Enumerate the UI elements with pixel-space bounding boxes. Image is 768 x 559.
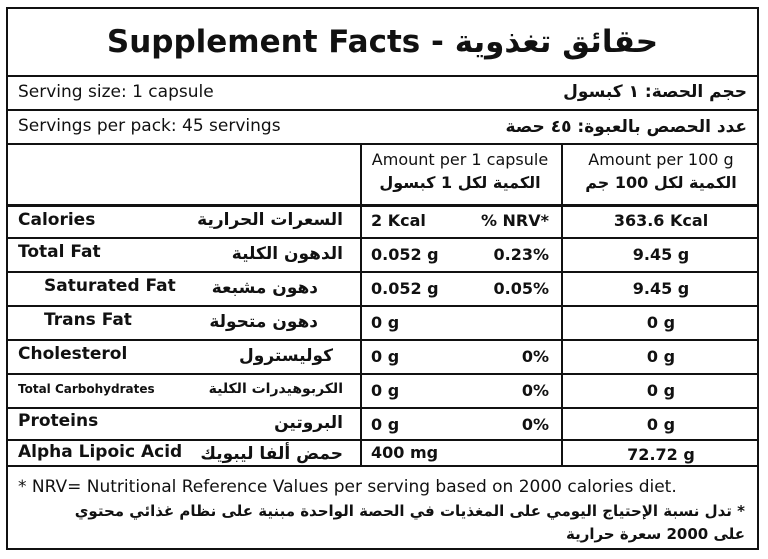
row-value-nrv: 0% [521,415,549,434]
row-value-nrv: 0.23% [493,245,549,264]
panel-title: Supplement Facts - حقائق تغذوية [106,24,659,60]
footnote-en: * NRV= Nutritional Reference Values per serving based on 2000 calories diet. [18,477,677,497]
servings-per-pack-ar: عدد الحصص بالعبوة: ٤٥ حصة [505,117,747,137]
row-label-ar: حمض ألفا ليبويك [200,444,343,464]
divider [8,271,757,273]
divider [8,407,757,409]
row-value-per-capsule: 400 mg [371,443,439,462]
row-label-en: Total Fat [18,242,101,262]
row-label-ar: دهون متحولة [209,312,318,332]
row-value-nrv: 0% [521,347,549,366]
row-label-en: Alpha Lipoic Acid [18,442,183,462]
row-label-en: Total Carbohydrates [18,382,155,396]
divider [8,339,757,341]
header-per-capsule-ar: الكمية لكل 1 كبسول [379,173,541,192]
row-label-ar: دهون مشبعة [211,278,318,298]
row-value-per-100: 0 g [646,381,676,400]
row-label-en: Trans Fat [44,310,132,330]
divider [8,75,757,77]
divider [8,373,757,375]
row-value-nrv: 0.05% [493,279,549,298]
row-value-per-100: 0 g [646,415,676,434]
row-label-ar: البروتين [274,413,343,433]
row-value-per-100: 0 g [646,347,676,366]
row-value-per-100: 363.6 Kcal [613,211,709,230]
servings-per-pack-en: Servings per pack: 45 servings [18,116,281,136]
divider [8,439,757,441]
row-value-per-100: 9.45 g [632,245,690,264]
header-per-100-ar: الكمية لكل 100 جم [585,173,737,192]
divider [8,465,757,467]
divider [8,143,757,145]
supplement-facts-panel [6,7,759,550]
row-label-ar: الكربوهيدرات الكلية [208,381,343,397]
divider [8,204,757,207]
row-label-en: Saturated Fat [44,276,176,296]
footnote-ar-line2: على 2000 سعرة حرارية [565,525,745,543]
row-value-per-capsule: 2 Kcal [371,211,426,230]
row-value-per-capsule: 0 g [371,347,400,366]
serving-size-en: Serving size: 1 capsule [18,82,214,102]
row-label-ar: السعرات الحرارية [197,210,343,230]
divider [8,237,757,239]
nrv-header: % NRV* [480,211,549,230]
row-value-per-capsule: 0.052 g [371,245,439,264]
footnote-ar-line1: * تدل نسبة الإحتياج اليومي على المغذيات في الحصة الواحدة مبنية على نظام غذائي محتوي [74,502,745,520]
header-per-capsule-en: Amount per 1 capsule [371,150,549,169]
header-per-100-en: Amount per 100 g [588,150,734,169]
serving-size-ar: حجم الحصة: ١ كبسول [563,82,747,102]
row-label-ar: الدهون الكلية [231,244,343,264]
row-value-per-capsule: 0 g [371,381,400,400]
row-label-en: Proteins [18,411,99,431]
divider [8,109,757,111]
row-value-per-capsule: 0.052 g [371,279,439,298]
row-label-en: Cholesterol [18,344,128,364]
row-value-per-100: 9.45 g [632,279,690,298]
column-divider [360,143,362,465]
row-value-per-capsule: 0 g [371,415,400,434]
divider [8,305,757,307]
row-label-en: Calories [18,210,96,230]
row-value-per-100: 0 g [646,313,676,332]
row-value-per-100: 72.72 g [627,445,695,464]
row-value-nrv: 0% [521,381,549,400]
row-value-per-capsule: 0 g [371,313,400,332]
row-label-ar: كوليسترول [239,346,333,366]
